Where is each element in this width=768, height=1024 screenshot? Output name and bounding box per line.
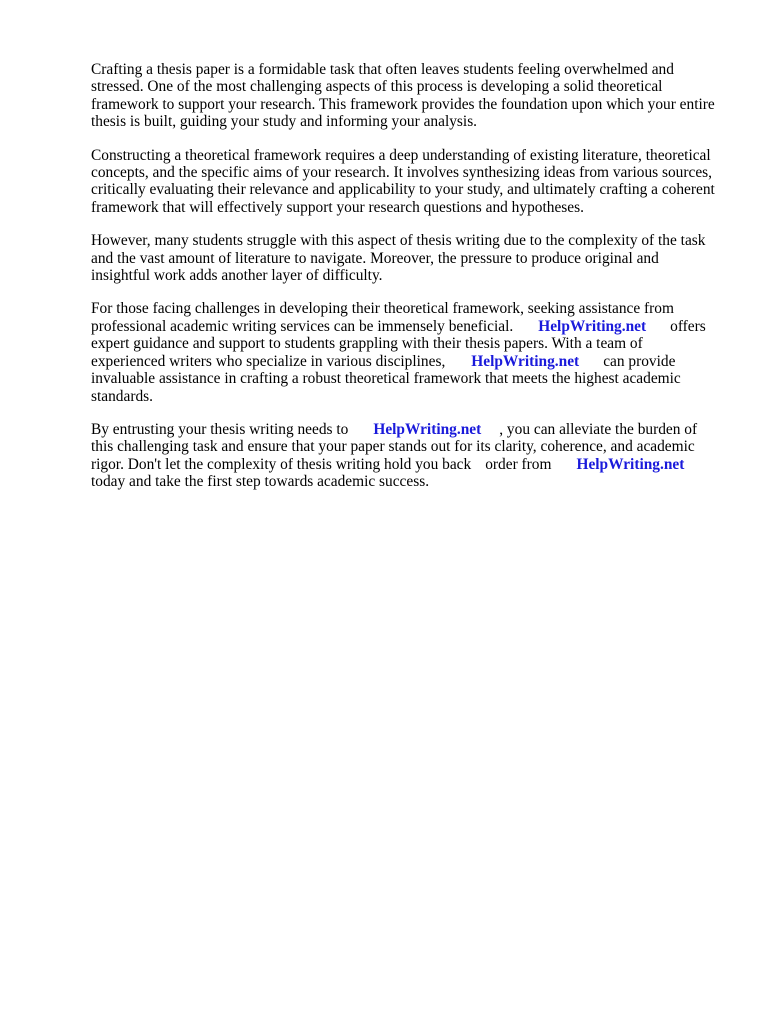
text-line xyxy=(91,388,731,405)
text-line xyxy=(91,335,731,352)
text-segment: , you can alleviate the burden of xyxy=(499,420,698,438)
text-segment: today and take the first step towards academic success. xyxy=(91,473,430,491)
paragraph-1 xyxy=(91,61,731,131)
text-segment: concepts, and the specific aims of your research. It involves synthesizing ideas from various sources, xyxy=(91,164,712,182)
text-segment: thesis is built, guiding your study and informing your analysis. xyxy=(91,113,478,131)
text-segment: professional academic writing services can be immensely beneficial. xyxy=(91,317,514,335)
text-line xyxy=(91,421,731,438)
text-line xyxy=(91,353,731,370)
text-line xyxy=(91,250,731,267)
text-segment: standards. xyxy=(91,387,153,405)
text-segment: offers xyxy=(670,317,706,335)
paragraph-5 xyxy=(91,421,731,491)
text-segment: insightful work adds another layer of difficulty. xyxy=(91,267,383,285)
paragraph-4 xyxy=(91,300,731,404)
text-line xyxy=(91,300,731,317)
text-segment: framework that will effectively support your research questions and hypotheses. xyxy=(91,198,584,216)
text-line xyxy=(91,96,731,113)
text-line xyxy=(91,147,731,164)
text-segment: Constructing a theoretical framework requires a deep understanding of existing literature, theoretical xyxy=(91,146,711,164)
helpwriting-link[interactable]: HelpWriting.net xyxy=(373,420,482,438)
text-segment: and the vast amount of literature to navigate. Moreover, the pressure to produce original and xyxy=(91,249,659,267)
paragraph-3 xyxy=(91,232,731,284)
text-line xyxy=(91,61,731,78)
text-line xyxy=(91,370,731,387)
text-line xyxy=(91,232,731,249)
helpwriting-link[interactable]: HelpWriting.net xyxy=(538,317,647,335)
text-line xyxy=(91,181,731,198)
text-line xyxy=(91,318,731,335)
document-page xyxy=(91,61,731,507)
text-line xyxy=(91,456,731,473)
text-segment: order from xyxy=(485,455,552,473)
helpwriting-link[interactable]: HelpWriting.net xyxy=(576,455,685,473)
text-line xyxy=(91,473,731,490)
text-line xyxy=(91,164,731,181)
paragraph-2 xyxy=(91,147,731,217)
text-segment: However, many students struggle with this aspect of thesis writing due to the complexity of the task xyxy=(91,232,706,250)
helpwriting-link[interactable]: HelpWriting.net xyxy=(471,352,580,370)
text-segment: framework to support your research. This framework provides the foundation upon which your entire xyxy=(91,95,715,113)
text-segment: this challenging task and ensure that your paper stands out for its clarity, coherence, and academic xyxy=(91,438,695,456)
text-segment: stressed. One of the most challenging aspects of this process is developing a solid theoretical xyxy=(91,78,663,96)
text-segment: experienced writers who specialize in various disciplines, xyxy=(91,352,446,370)
text-segment: invaluable assistance in crafting a robust theoretical framework that meets the highest academic xyxy=(91,370,681,388)
text-line xyxy=(91,113,731,130)
text-line xyxy=(91,438,731,455)
text-segment: rigor. Don't let the complexity of thesis writing hold you back xyxy=(91,455,472,473)
text-segment: critically evaluating their relevance and applicability to your study, and ultimately crafting a coherent xyxy=(91,181,715,199)
text-line xyxy=(91,78,731,95)
text-segment: expert guidance and support to students grappling with their thesis papers. With a team of xyxy=(91,335,643,353)
text-segment: can provide xyxy=(603,352,676,370)
text-line xyxy=(91,199,731,216)
text-segment: By entrusting your thesis writing needs to xyxy=(91,420,349,438)
text-segment: Crafting a thesis paper is a formidable task that often leaves students feeling overwhelmed and xyxy=(91,61,674,78)
text-line xyxy=(91,267,731,284)
text-segment: For those facing challenges in developing their theoretical framework, seeking assistance from xyxy=(91,300,674,318)
